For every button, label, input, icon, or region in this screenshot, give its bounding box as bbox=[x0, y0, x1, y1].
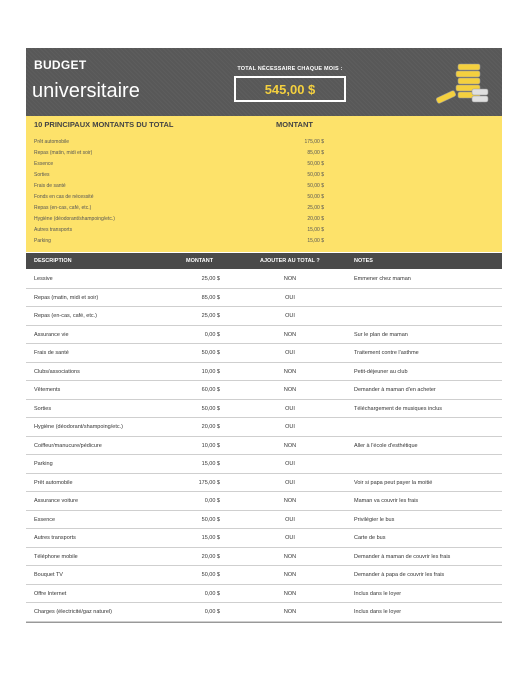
cell-amount[interactable]: 15,00 $ bbox=[201, 461, 220, 467]
table-row[interactable] bbox=[26, 529, 502, 548]
cell-notes[interactable]: Téléchargement de musiques inclus bbox=[354, 405, 443, 412]
cell-notes[interactable]: Inclus dans le loyer bbox=[354, 609, 402, 615]
cell-add-to-total[interactable]: NON bbox=[283, 609, 297, 615]
table-row[interactable] bbox=[26, 344, 502, 363]
cell-add-to-total[interactable]: NON bbox=[283, 498, 297, 504]
table-row[interactable] bbox=[26, 437, 502, 456]
expense-table bbox=[26, 270, 502, 622]
cell-amount[interactable]: 0,00 $ bbox=[204, 590, 220, 597]
cell-description[interactable]: Frais de santé bbox=[34, 350, 69, 356]
summary-label: Repas (matin, midi et soir) bbox=[34, 150, 93, 156]
summary-label: Hygiène (déodorant/shampoing/etc.) bbox=[34, 216, 115, 222]
cell-add-to-total[interactable]: OUI bbox=[285, 313, 295, 319]
cell-amount[interactable]: 15,00 $ bbox=[201, 535, 220, 541]
cell-amount[interactable]: 50,00 $ bbox=[201, 516, 220, 523]
cell-add-to-total[interactable]: NON bbox=[283, 368, 297, 375]
monthly-total-label: TOTAL NÉCESSAIRE CHAQUE MOIS : bbox=[237, 66, 343, 72]
table-row[interactable] bbox=[26, 585, 502, 604]
table-row[interactable] bbox=[26, 492, 502, 511]
summary-row bbox=[34, 214, 324, 225]
budget-header bbox=[26, 48, 502, 116]
cell-description[interactable]: Essence bbox=[34, 516, 56, 523]
cell-amount[interactable]: 0,00 $ bbox=[204, 609, 220, 615]
table-row[interactable] bbox=[26, 474, 502, 493]
table-row[interactable] bbox=[26, 455, 502, 474]
cell-description[interactable]: Hygiène (déodorant/shampoing/etc.) bbox=[34, 424, 123, 430]
cell-description[interactable]: Prêt automobile bbox=[34, 479, 73, 486]
top-ten-summary bbox=[26, 116, 502, 252]
table-row[interactable] bbox=[26, 289, 502, 308]
cell-notes[interactable]: Carte de bus bbox=[354, 535, 386, 541]
table-row[interactable] bbox=[26, 363, 502, 382]
summary-row bbox=[34, 170, 324, 181]
cell-notes[interactable]: Traitement contre l'asthme bbox=[354, 350, 419, 356]
cell-description[interactable]: Vêtements bbox=[34, 387, 61, 393]
cell-notes[interactable]: Petit-déjeuner au club bbox=[354, 368, 408, 375]
table-row[interactable] bbox=[26, 270, 502, 289]
cell-amount[interactable]: 10,00 $ bbox=[201, 442, 220, 449]
cell-amount[interactable]: 0,00 $ bbox=[204, 331, 220, 338]
header-title: BUDGET bbox=[34, 58, 87, 72]
summary-value: 50,00 $ bbox=[307, 183, 324, 189]
summary-label: Parking bbox=[34, 238, 51, 244]
cell-add-to-total[interactable]: NON bbox=[283, 553, 297, 560]
cell-notes[interactable]: Aller à l'école d'esthétique bbox=[354, 442, 418, 449]
table-row[interactable] bbox=[26, 511, 502, 530]
summary-value: 85,00 $ bbox=[307, 150, 324, 156]
cell-notes[interactable]: Emmener chez maman bbox=[354, 276, 411, 282]
summary-row bbox=[34, 225, 324, 236]
cell-description[interactable]: Repas (matin, midi et soir) bbox=[34, 294, 99, 301]
table-row[interactable] bbox=[26, 418, 502, 437]
table-row[interactable] bbox=[26, 548, 502, 567]
cell-description[interactable]: Parking bbox=[34, 461, 53, 467]
cell-amount[interactable]: 85,00 $ bbox=[201, 294, 220, 301]
cell-amount[interactable]: 25,00 $ bbox=[201, 313, 220, 319]
header-subtitle: universitaire bbox=[32, 80, 140, 102]
cell-amount[interactable]: 50,00 $ bbox=[201, 405, 220, 412]
cell-notes[interactable]: Voir si papa peut payer la moitié bbox=[354, 479, 433, 486]
cell-amount[interactable]: 60,00 $ bbox=[201, 387, 220, 393]
cell-description[interactable]: Clubs/associations bbox=[34, 368, 80, 375]
summary-row bbox=[34, 203, 324, 214]
summary-value: 15,00 $ bbox=[307, 238, 324, 244]
cell-add-to-total[interactable]: NON bbox=[283, 387, 297, 393]
cell-add-to-total[interactable]: OUI bbox=[285, 535, 295, 541]
cell-notes[interactable]: Demander à maman de couvrir les frais bbox=[354, 553, 451, 560]
summary-value: 25,00 $ bbox=[307, 205, 324, 211]
summary-label: Repas (en-cas, café, etc.) bbox=[34, 205, 92, 211]
table-row[interactable] bbox=[26, 307, 502, 326]
column-header-add-to-total[interactable]: AJOUTER AU TOTAL ? bbox=[260, 258, 320, 264]
summary-row bbox=[34, 159, 324, 170]
cell-add-to-total[interactable]: NON bbox=[283, 331, 297, 338]
cell-description[interactable]: Offre Internet bbox=[34, 590, 67, 597]
summary-amount-header: MONTANT bbox=[276, 120, 313, 129]
summary-label: Essence bbox=[34, 161, 54, 167]
summary-row bbox=[34, 192, 324, 203]
summary-value: 50,00 $ bbox=[307, 194, 324, 200]
summary-row bbox=[34, 181, 324, 192]
column-header-description[interactable]: DESCRIPTION bbox=[34, 258, 72, 264]
cell-add-to-total[interactable]: OUI bbox=[285, 294, 295, 301]
cell-description[interactable]: Charges (électricité/gaz naturel) bbox=[34, 609, 112, 615]
cell-notes[interactable]: Demander à papa de couvrir les frais bbox=[354, 572, 445, 578]
cell-amount[interactable]: 20,00 $ bbox=[201, 424, 220, 430]
cell-add-to-total[interactable]: OUI bbox=[285, 516, 295, 523]
cell-amount[interactable]: 50,00 $ bbox=[201, 350, 220, 356]
summary-title: 10 PRINCIPAUX MONTANTS DU TOTAL bbox=[34, 120, 174, 129]
cell-amount[interactable]: 10,00 $ bbox=[201, 368, 220, 375]
cell-notes[interactable]: Privilégier le bus bbox=[354, 516, 395, 523]
summary-value: 20,00 $ bbox=[307, 216, 324, 222]
cell-add-to-total[interactable]: OUI bbox=[285, 479, 295, 486]
table-row[interactable] bbox=[26, 566, 502, 585]
table-row[interactable] bbox=[26, 326, 502, 345]
cell-description[interactable]: Bouquet TV bbox=[34, 572, 63, 578]
cell-amount[interactable]: 25,00 $ bbox=[201, 276, 220, 282]
summary-value: 50,00 $ bbox=[307, 172, 324, 178]
cell-add-to-total[interactable]: OUI bbox=[285, 350, 295, 356]
cell-notes[interactable]: Demander à maman d'en acheter bbox=[354, 387, 436, 393]
cell-description[interactable]: Autres transports bbox=[34, 535, 76, 541]
table-row[interactable] bbox=[26, 603, 502, 622]
summary-row bbox=[34, 148, 324, 159]
cell-amount[interactable]: 175,00 $ bbox=[198, 479, 220, 486]
summary-label: Frais de santé bbox=[34, 183, 66, 189]
summary-label: Sorties bbox=[34, 172, 50, 178]
cell-description[interactable]: Sorties bbox=[34, 405, 52, 412]
monthly-total-value[interactable]: 545,00 $ bbox=[234, 76, 346, 102]
summary-label: Prêt automobile bbox=[34, 139, 70, 145]
column-header-amount[interactable]: MONTANT bbox=[186, 258, 214, 264]
cell-notes[interactable]: Sur le plan de maman bbox=[354, 331, 408, 338]
table-row[interactable] bbox=[26, 400, 502, 419]
cell-add-to-total[interactable]: OUI bbox=[285, 424, 295, 430]
cell-add-to-total[interactable]: NON bbox=[283, 442, 297, 449]
cell-description[interactable]: Repas (en-cas, café, etc.) bbox=[34, 313, 97, 319]
coins-stack-icon bbox=[432, 60, 492, 108]
summary-label: Fonds en cas de nécessité bbox=[34, 194, 94, 200]
cell-add-to-total[interactable]: NON bbox=[283, 572, 297, 578]
cell-amount[interactable]: 0,00 $ bbox=[204, 498, 220, 504]
summary-label: Autres transports bbox=[34, 227, 73, 233]
cell-description[interactable]: Téléphone mobile bbox=[34, 553, 78, 560]
expense-table-header bbox=[26, 253, 502, 269]
cell-description[interactable]: Coiffeur/manucure/pédicure bbox=[34, 442, 102, 449]
summary-value: 175,00 $ bbox=[304, 139, 324, 145]
summary-value: 15,00 $ bbox=[307, 227, 324, 233]
table-row[interactable] bbox=[26, 381, 502, 400]
cell-notes[interactable]: Maman va couvrir les frais bbox=[354, 498, 419, 504]
summary-row bbox=[34, 137, 324, 148]
summary-row bbox=[34, 236, 324, 247]
cell-amount[interactable]: 20,00 $ bbox=[201, 553, 220, 560]
cell-description[interactable]: Assurance voiture bbox=[34, 498, 79, 504]
cell-add-to-total[interactable]: OUI bbox=[285, 405, 295, 412]
cell-notes[interactable]: Inclus dans le loyer bbox=[354, 590, 402, 597]
table-bottom-border bbox=[26, 622, 502, 623]
cell-description[interactable]: Assurance vie bbox=[34, 331, 69, 338]
cell-add-to-total[interactable]: NON bbox=[283, 590, 297, 597]
summary-value: 50,00 $ bbox=[307, 161, 324, 167]
cell-add-to-total[interactable]: NON bbox=[283, 276, 297, 282]
column-header-notes[interactable]: NOTES bbox=[354, 258, 373, 264]
cell-add-to-total[interactable]: OUI bbox=[285, 461, 295, 467]
cell-description[interactable]: Lessive bbox=[34, 276, 53, 282]
cell-amount[interactable]: 50,00 $ bbox=[201, 572, 220, 578]
